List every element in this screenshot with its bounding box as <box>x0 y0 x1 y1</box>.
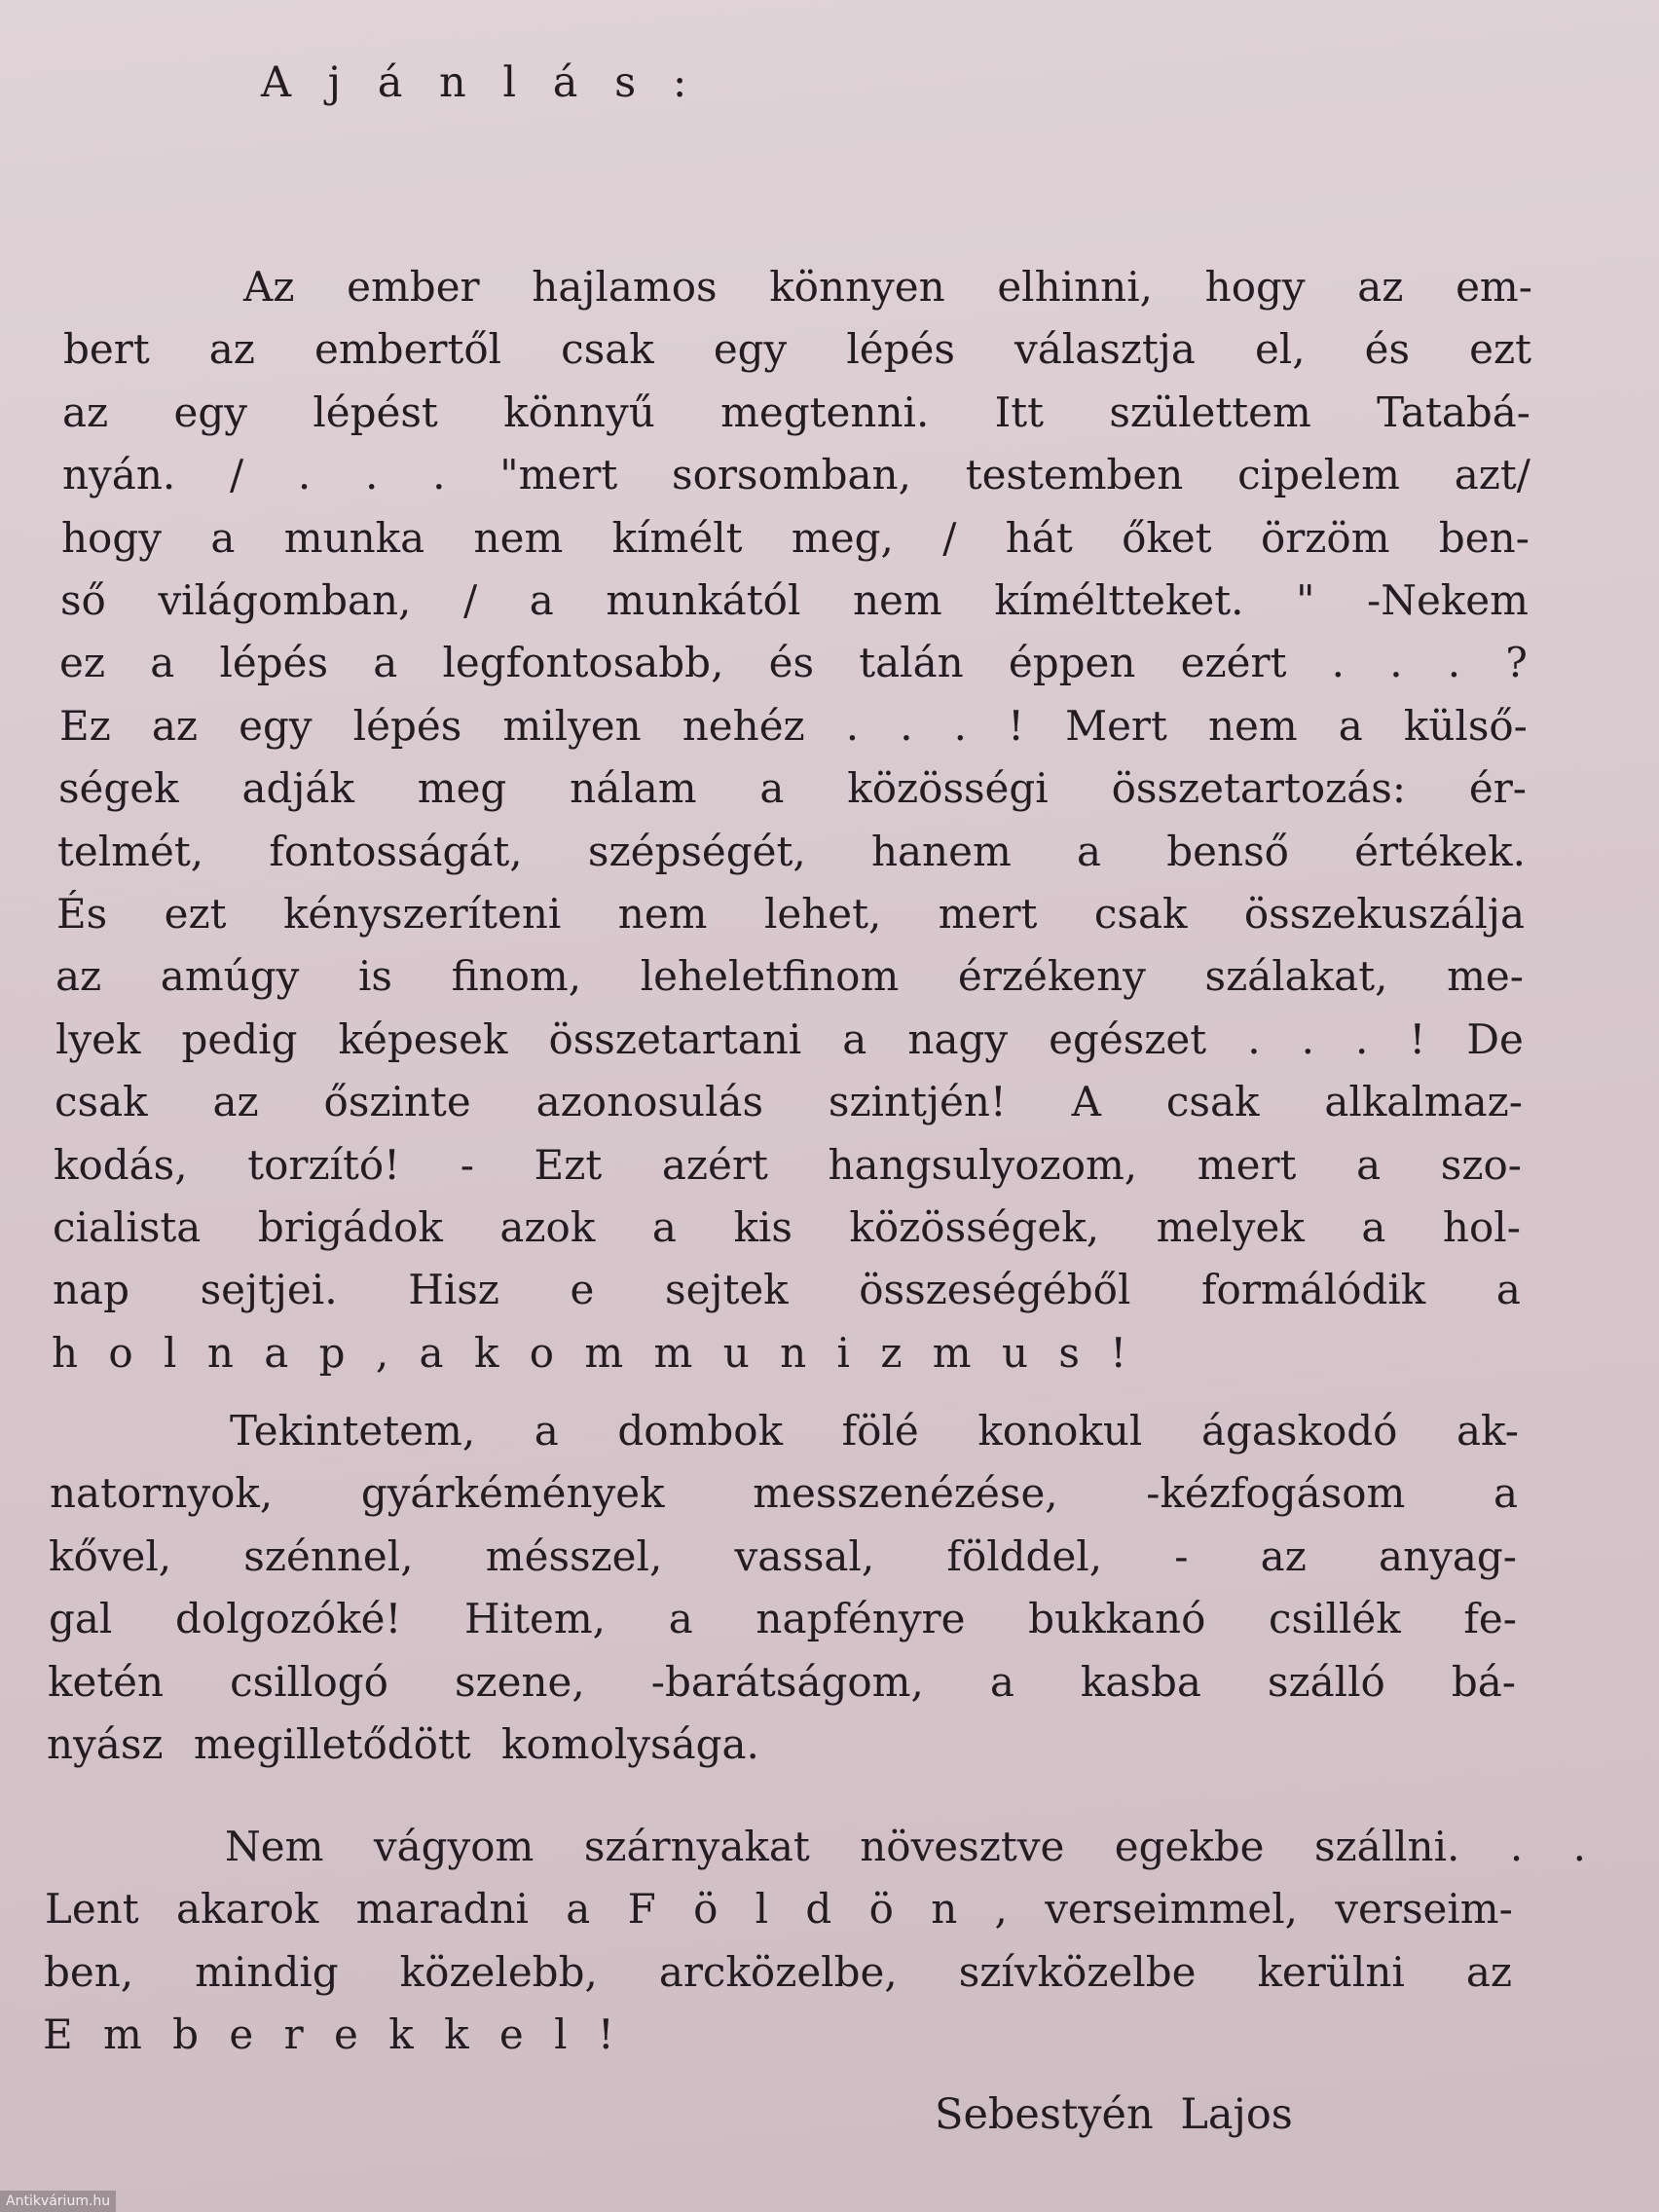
text-line: lyek pedig képesek összetartani a nagy egészet . . . ! De <box>55 1014 1524 1063</box>
text-line: nyász megilletődött komolysága. <box>47 1720 759 1768</box>
text-line: Nem vágyom szárnyakat növesztve egekbe szállni. . . <box>225 1823 1586 1870</box>
text-line: kővel, szénnel, mésszel, vassal, földdel, - az anyag- <box>49 1531 1517 1580</box>
text-line: kodás, torzító! - Ezt azért hangsulyozom, mert a szo- <box>54 1140 1522 1189</box>
text-line: Ez az egy lépés milyen nehéz . . . ! Mert nem a külső- <box>59 701 1528 750</box>
signature: Sebestyén Lajos <box>935 2090 1293 2139</box>
text-line: natornyok, gyárkémények messzenézése, -kézfogásom a <box>50 1469 1518 1518</box>
text-line: ségek adják meg nálam a közösségi összetartozás: ér- <box>58 764 1527 813</box>
text-line: nap sejtjei. Hisz e sejtek összeségéből formálódik a <box>53 1266 1521 1314</box>
text-line: hogy a munka nem kímélt meg, / hát őket örzöm ben- <box>61 513 1530 562</box>
text-line: ez a lépés a legfontosabb, és talán éppen ezért . . . ? <box>59 639 1528 687</box>
text-line: ben, mindig közelebb, arcközelbe, szívközelbe kerülni az <box>44 1947 1512 1996</box>
text-line: És ezt kényszeríteni nem lehet, mert csak összekuszálja <box>56 890 1525 938</box>
text-line: telmét, fontosságát, szépségét, hanem a benső értékek. <box>57 827 1526 875</box>
text-line: E m b e r e k k e l ! <box>43 2010 614 2059</box>
watermark-logo: Antikvárium.hu <box>0 2191 116 2212</box>
text-line: ketén csillogó szene, -barátságom, a kasba szálló bá- <box>48 1657 1516 1706</box>
text-line: nyán. / . . . "mert sorsomban, testemben cipelem azt/ <box>62 451 1530 499</box>
text-line: gal dolgozóké! Hitem, a napfényre bukkanó csillék fe- <box>49 1595 1517 1643</box>
text-line: h o l n a p , a k o m m u n i z m u s ! <box>52 1328 1127 1377</box>
document-title: A j á n l á s : <box>261 58 699 107</box>
text-line: csak az őszinte azonosulás szintjén! A csak alkalmaz- <box>55 1078 1523 1126</box>
text-line: Az ember hajlamos könnyen elhinni, hogy az em- <box>243 263 1532 311</box>
text-line: bert az embertől csak egy lépés választja el, és ezt <box>63 325 1531 374</box>
text-line: ső világomban, / a munkától nem kíméltteket. " -Nekem <box>60 576 1529 624</box>
text-line: az egy lépést könnyű megtenni. Itt születtem Tatabá- <box>62 387 1530 436</box>
text-line: az amúgy is finom, leheletfinom érzékeny szálakat, me- <box>55 952 1524 1001</box>
text-line: Tekintetem, a dombok fölé konokul ágaskodó ak- <box>230 1407 1519 1455</box>
text-line: Lent akarok maradni a F ö l d ö n , verseimmel, verseim- <box>45 1885 1513 1934</box>
text-line: cialista brigádok azok a kis közösségek, melyek a hol- <box>53 1203 1521 1251</box>
